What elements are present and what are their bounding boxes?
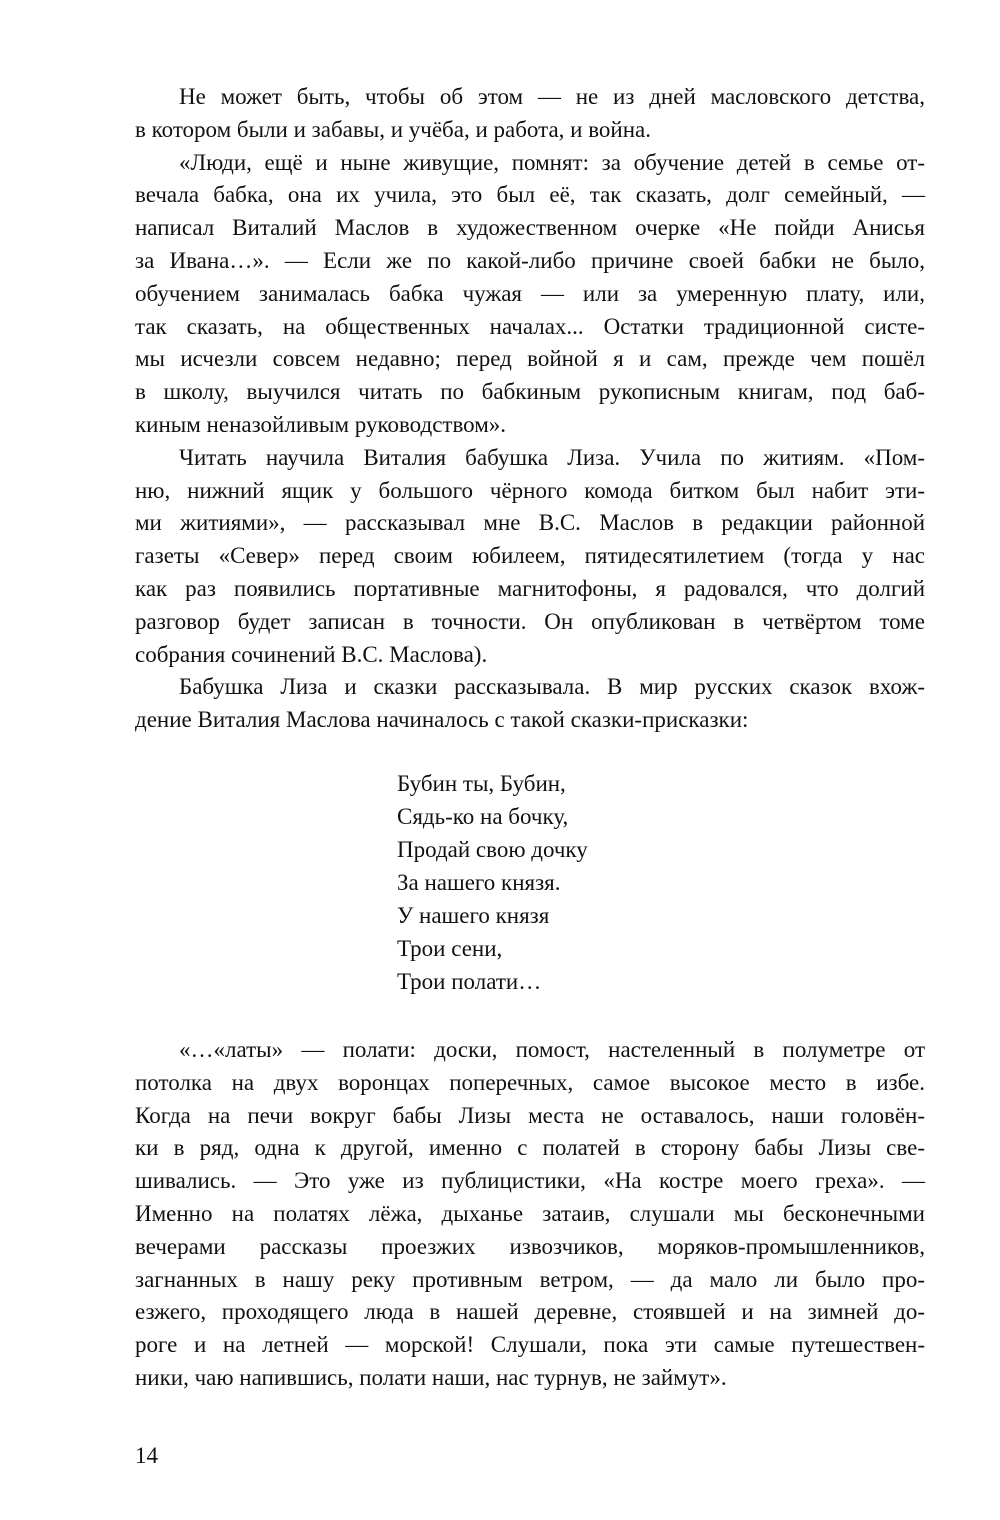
poem-line: У нашего князя — [397, 903, 550, 928]
text-line: газеты «Север» перед своим юбилеем, пятидесятилетием (тогда у нас — [135, 543, 925, 569]
text-line: в котором были и забавы, и учёба, и работа, и война. — [135, 116, 651, 142]
text-line: Бабушка Лиза и сказки рассказывала. В мир русских сказок вхож- — [179, 674, 925, 700]
text-line: ники, чаю напившись, полати наши, нас турнув, не займут». — [135, 1364, 727, 1390]
text-line: ню, нижний ящик у большого чёрного комода битком был набит эти- — [135, 477, 925, 503]
text-line: так сказать, на общественных началах... Остатки традиционной систе- — [135, 313, 925, 339]
text-line: шивались. — Это уже из публицистики, «На костре моего греха». — — [135, 1168, 925, 1194]
text-line: собрания сочинений В.С. Маслова). — [135, 641, 488, 667]
text-line: за Ивана…». — Если же по какой-либо причине своей бабки не было, — [135, 247, 925, 273]
text-line: езжего, проходящего люда в нашей деревне, стоявшей и на зимней до- — [135, 1299, 925, 1325]
poem-line: За нашего князя. — [397, 870, 561, 895]
text-line: загнанных в нашу реку противным ветром, — да мало ли было про- — [135, 1266, 925, 1292]
text-line: Читать научила Виталия бабушка Лиза. Учила по житиям. «Пом- — [179, 444, 925, 470]
text-line: обучением занималась бабка чужая — или за умеренную плату, или, — [135, 280, 925, 306]
text-line: ки в ряд, одна к другой, именно с полатей в сторону бабы Лизы све- — [135, 1135, 925, 1161]
poem-line: Трои полати… — [397, 969, 542, 994]
page-number: 14 — [135, 1443, 158, 1468]
text-line: Не может быть, чтобы об этом — не из дней масловского детства, — [179, 84, 925, 109]
text-line: «Люди, ещё и ныне живущие, помнят: за обучение детей в семье от- — [179, 149, 925, 175]
text-line: вечала бабка, она их учила, это был её, так сказать, долг семейный, — — [135, 182, 925, 208]
poem-line: Сядь-ко на бочку, — [397, 804, 569, 829]
text-line: ми житиями», — рассказывал мне В.С. Маслов в редакции районной — [135, 510, 925, 536]
poem-verse — [397, 767, 588, 998]
text-line: киным неназойливым руководством». — [135, 411, 507, 437]
text-line: в школу, выучился читать по бабкиным рукописным книгам, под баб- — [135, 379, 925, 405]
poem-line: Продай свою дочку — [397, 837, 588, 862]
poem-line: Трои сени, — [397, 936, 503, 961]
text-line: вечерами рассказы проезжих извозчиков, моряков-промышленников, — [135, 1233, 925, 1259]
text-block-bottom — [135, 1034, 925, 1395]
text-line: написал Виталий Маслов в художественном очерке «Не пойди Анисья — [135, 215, 925, 241]
text-line: дение Виталия Маслова начиналось с такой сказки-присказки: — [135, 707, 749, 733]
text-line: роге и на летней — морской! Слушали, пока эти самые путешествен- — [135, 1332, 925, 1358]
text-line: потолка на двух воронцах поперечных, самое высокое место в избе. — [135, 1069, 925, 1095]
text-line: Когда на печи вокруг бабы Лизы места не оставалось, наши головён- — [135, 1102, 925, 1128]
text-line: Именно на полатях лёжа, дыханье затаив, слушали мы бесконечными — [135, 1200, 925, 1226]
text-line: разговор будет записан в точности. Он опубликован в четвёртом томе — [135, 608, 925, 634]
text-line: «…«латы» — полати: доски, помост, настеленный в полуметре от — [179, 1037, 925, 1062]
text-line: мы исчезли совсем недавно; перед войной я и сам, прежде чем пошёл — [135, 346, 925, 372]
poem-line: Бубин ты, Бубин, — [397, 771, 566, 796]
text-block-top — [135, 81, 925, 737]
text-line: как раз появились портативные магнитофоны, я радовался, что долгий — [135, 575, 925, 601]
